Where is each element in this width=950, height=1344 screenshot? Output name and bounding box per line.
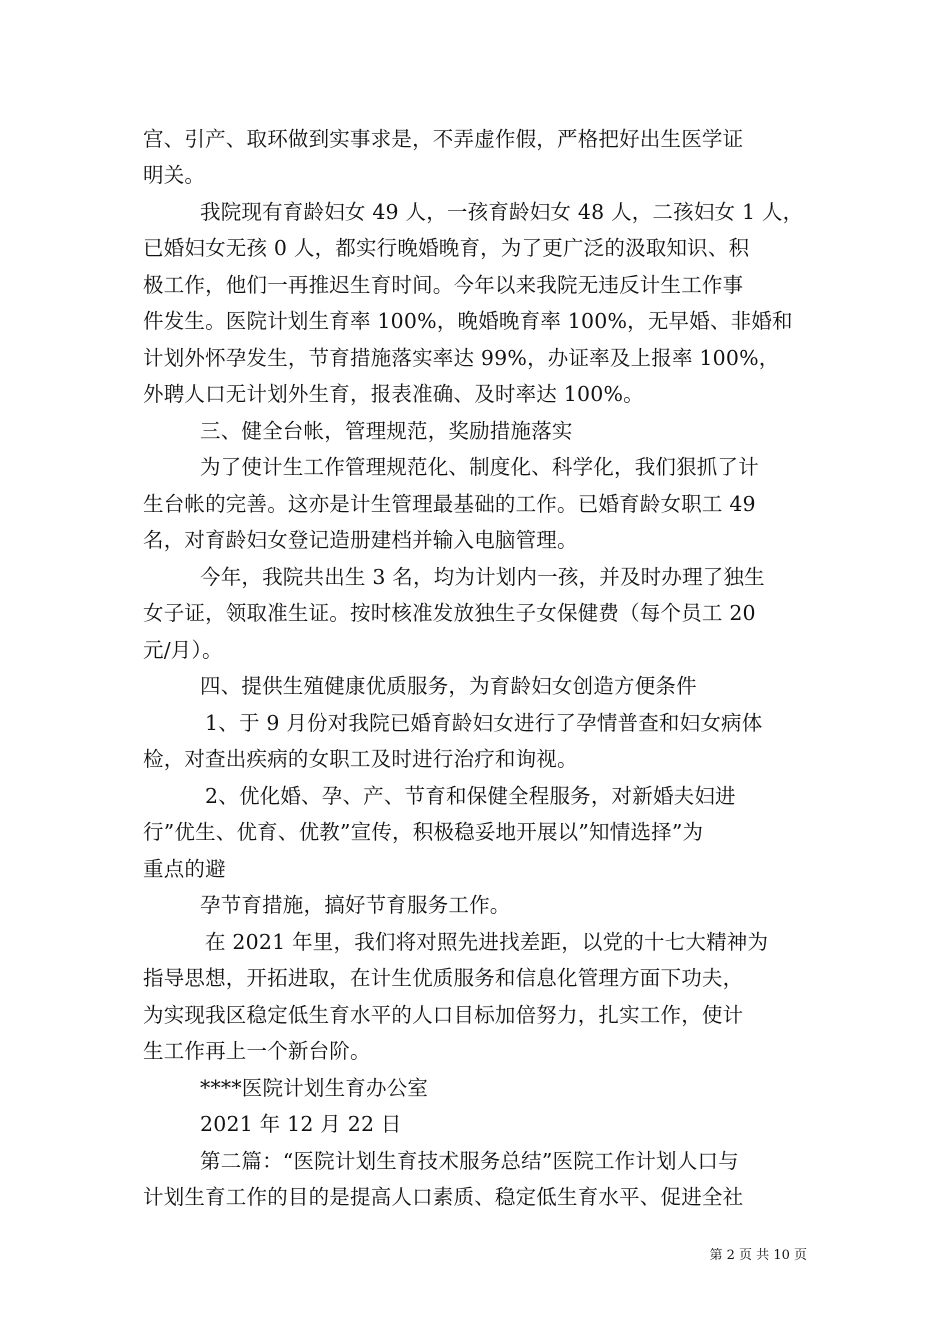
text-line: 行”优生、优育、优教”宣传，积极稳妥地开展以”知情选择”为 bbox=[143, 820, 704, 844]
section-heading: 四、提供生殖健康优质服务，为育龄妇女创造方便条件 bbox=[200, 674, 697, 698]
text-line: 极工作，他们一再推迟生育时间。今年以来我院无违反计生工作事 bbox=[143, 273, 744, 297]
text-line: 宫、引产、取环做到实事求是，不弄虚作假，严格把好出生医学证 bbox=[143, 127, 744, 151]
signature-office: ****医院计划生育办公室 bbox=[200, 1076, 429, 1100]
text-line: 为了使计生工作管理规范化、制度化、科学化，我们狠抓了计 bbox=[200, 455, 759, 479]
text-line: 1、于 9 月份对我院已婚育龄妇女进行了孕情普查和妇女病体 bbox=[205, 711, 763, 735]
text-line: 已婚妇女无孩 0 人，都实行晚婚晚育，为了更广泛的汲取知识、积 bbox=[143, 236, 750, 260]
text-line: 检，对查出疾病的女职工及时进行治疗和询视。 bbox=[143, 747, 578, 771]
text-line: 元/月）。 bbox=[143, 638, 223, 662]
text-line: 指导思想，开拓进取，在计生优质服务和信息化管理方面下功夫， bbox=[143, 966, 744, 990]
text-line: 名，对育龄妇女登记造册建档并输入电脑管理。 bbox=[143, 528, 578, 552]
text-line: 女子证，领取准生证。按时核准发放独生子女保健费（每个员工 20 bbox=[143, 601, 756, 625]
text-line: 我院现有育龄妇女 49 人，一孩育龄妇女 48 人，二孩妇女 1 人， bbox=[200, 200, 804, 224]
text-line: 件发生。医院计划生育率 100%，晚婚晚育率 100%，无早婚、非婚和 bbox=[143, 309, 793, 333]
page-number: 第 2 页 共 10 页 bbox=[709, 1248, 807, 1263]
text-line: 重点的避 bbox=[143, 857, 226, 881]
text-line: 在 2021 年里，我们将对照先进找差距，以党的十七大精神为 bbox=[205, 930, 769, 954]
text-line: 为实现我区稳定低生育水平的人口目标加倍努力，扎实工作，使计 bbox=[143, 1003, 744, 1027]
text-line: 今年，我院共出生 3 名，均为计划内一孩，并及时办理了独生 bbox=[200, 565, 765, 589]
section-heading: 三、健全台帐，管理规范，奖励措施落实 bbox=[200, 419, 573, 443]
text-line: 计划生育工作的目的是提高人口素质、稳定低生育水平、促进全社 bbox=[143, 1185, 744, 1209]
text-line: 外聘人口无计划外生育，报表准确、及时率达 100%。 bbox=[143, 382, 644, 406]
text-line: 生工作再上一个新台阶。 bbox=[143, 1039, 371, 1063]
text-line: 计划外怀孕发生，节育措施落实率达 99%，办证率及上报率 100%， bbox=[143, 346, 780, 370]
text-line: 生台帐的完善。这亦是计生管理最基础的工作。已婚育龄女职工 49 bbox=[143, 492, 756, 516]
signature-date: 2021 年 12 月 22 日 bbox=[200, 1112, 402, 1136]
text-line: 明关。 bbox=[143, 163, 206, 187]
text-line: 2、优化婚、孕、产、节育和保健全程服务，对新婚夫妇进 bbox=[205, 784, 736, 808]
text-line: 孕节育措施，搞好节育服务工作。 bbox=[200, 893, 511, 917]
text-line: 第二篇：“医院计划生育技术服务总结”医院工作计划人口与 bbox=[200, 1149, 739, 1173]
